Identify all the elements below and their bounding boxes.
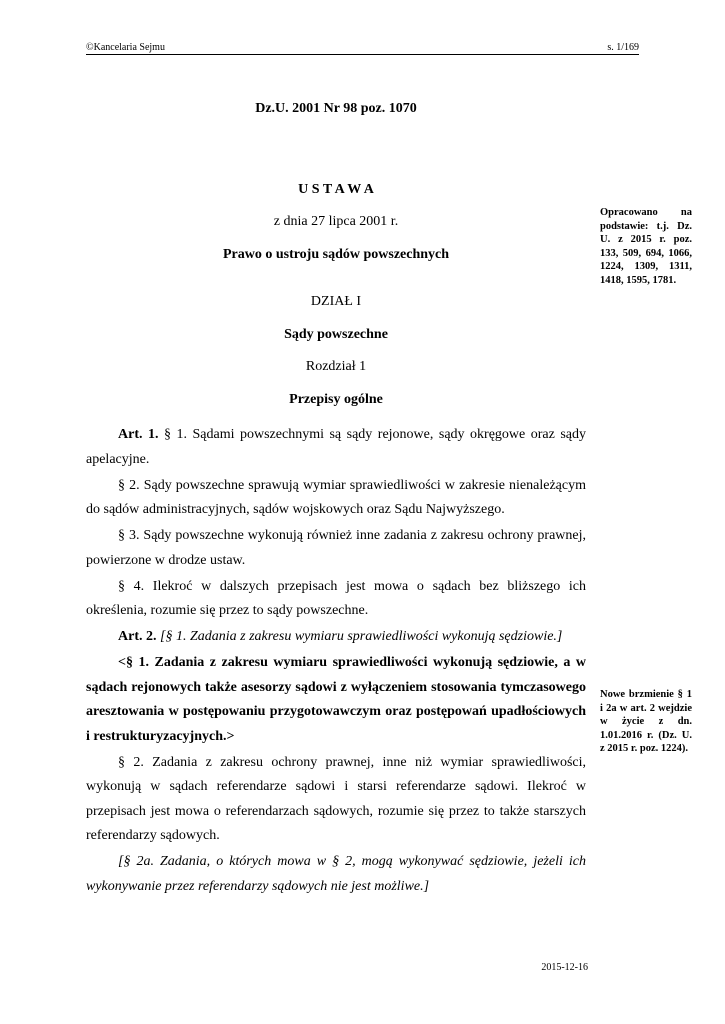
art2-paragraph-2: § 2. Zadania z zakresu ochrony prawnej, inne niż wymiar sprawiedliwości, wykonują w sądach referendarze sądowi i starsi referendarze sądowi. Ilekroć w przepisach jest mowa o referendarzach sądowych, rozumie się przez to także starszych referendarzy sądowych. <box>86 754 586 843</box>
journal-reference: Dz.U. 2001 Nr 98 poz. 1070 <box>255 101 417 116</box>
art2-old-p1-text: [§ 1. Zadania z zakresu wymiaru sprawiedliwości wykonują sędziowie.] <box>160 629 563 644</box>
art1-paragraph-1 <box>86 423 586 472</box>
footer-date: 2015-12-16 <box>541 962 588 973</box>
chapter-title: Przepisy ogólne <box>289 392 383 407</box>
art1-paragraph-4: § 4. Ilekroć w dalszych przepisach jest mowa o sądach bez bliższego ich określenia, rozumie się przez to sądy powszechne. <box>86 578 586 618</box>
art2-paragraph-1-old <box>86 625 586 650</box>
art2-label: Art. 2. <box>118 629 157 644</box>
header-page-number: s. 1/169 <box>607 42 639 53</box>
act-name: Prawo o ustroju sądów powszechnych <box>222 247 450 262</box>
art1-label: Art. 1. <box>118 427 159 442</box>
art2-paragraph-2a-old: [§ 2a. Zadania, o których mowa w § 2, mogą wykonywać sędziowie, jeżeli ich wykonywanie przez referendarzy sądowych nie jest możliwe.] <box>86 854 586 894</box>
division-heading: DZIAŁ I <box>310 294 362 309</box>
art1-paragraph-3: § 3. Sądy powszechne wykonują również inne zadania z zakresu ochrony prawnej, powierzone w drodze ustaw. <box>86 528 586 568</box>
chapter-heading: Rozdział 1 <box>305 359 367 374</box>
sidenote-basis: Opracowano na podstawie: t.j. Dz. U. z 2015 r. poz. 133, 509, 694, 1066, 1224, 1309, 1311, 1418, 1595, 1781. <box>600 207 692 286</box>
sidenote-amendment: Nowe brzmienie § 1 i 2a w art. 2 wejdzie w życie z dn. 1.01.2016 r. (Dz. U. z 2015 r. poz. 1224). <box>600 689 692 755</box>
art1-paragraph-2: § 2. Sądy powszechne sprawują wymiar sprawiedliwości w zakresie nienależącym do sądów administracyjnych, sądów wojskowych oraz Sądu Najwyższego. <box>86 477 586 517</box>
act-date: z dnia 27 lipca 2001 r. <box>273 214 399 229</box>
header-divider <box>86 54 639 55</box>
division-title: Sądy powszechne <box>284 327 388 342</box>
act-type: U S T A W A <box>298 182 374 197</box>
document-body <box>86 423 586 901</box>
art1-p1-text: § 1. Sądami powszechnymi są sądy rejonowe, sądy okręgowe oraz sądy apelacyjne. <box>86 427 586 467</box>
header-source: ©Kancelaria Sejmu <box>86 42 165 53</box>
art2-paragraph-1-new: <§ 1. Zadania z zakresu wymiaru sprawiedliwości wykonują sędziowie, a w sądach rejonowych także asesorzy sądowi z wyłączeniem stosowania tymczasowego aresztowania w postępowaniu przygotowawczym oraz postępowań upadłościowych i restrukturyzacyjnych.> <box>86 655 586 744</box>
